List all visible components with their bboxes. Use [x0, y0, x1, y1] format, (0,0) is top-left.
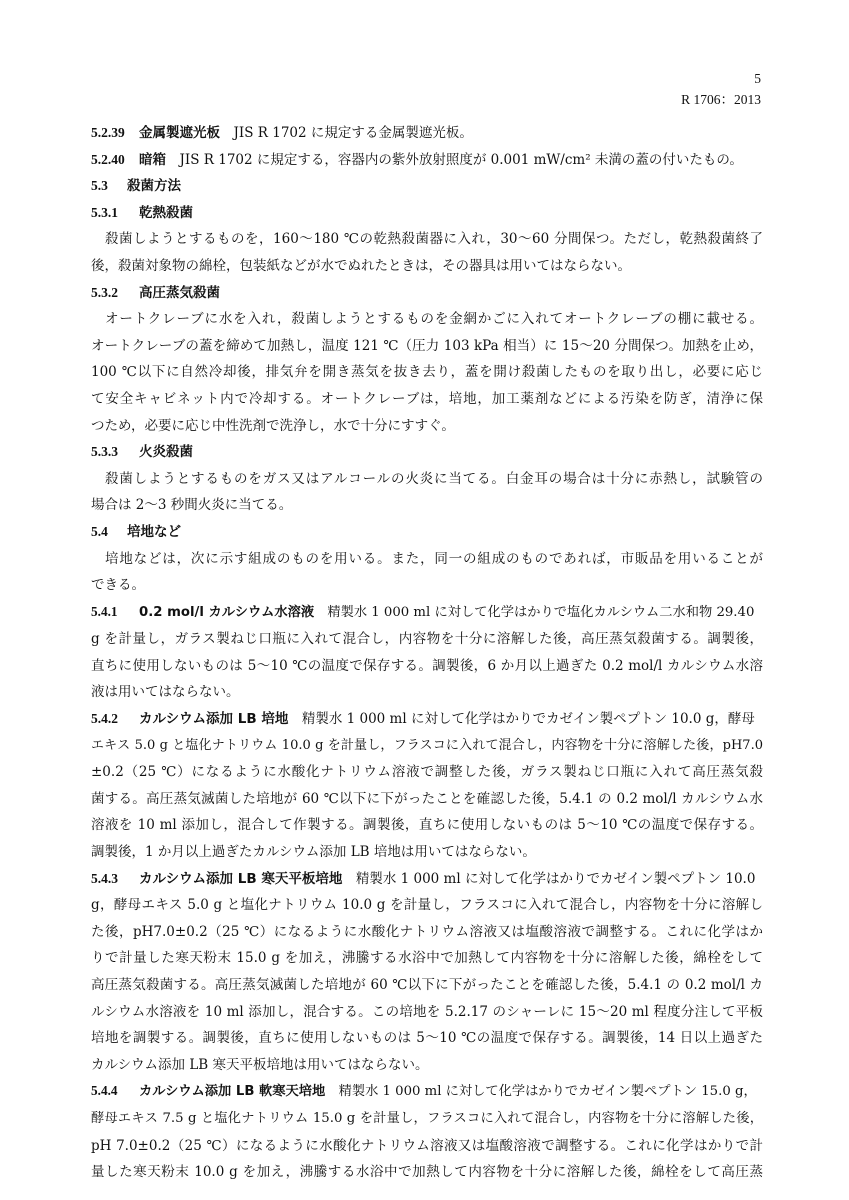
body-line: 溶液を 10 ml 添加し，混合して作製する。調製後，直ちに使用しないものは 5～10 ℃の温度で保存する。 [91, 817, 763, 834]
clause-5-3-3 [91, 439, 763, 466]
clause-5-2-39 [91, 120, 763, 147]
clause-text: 精製水 1 000 ml に対して化学はかりでカゼイン製ペプトン 15.0 g， [325, 1084, 757, 1100]
clause-number: 5.4.3 [91, 870, 118, 886]
body-line: 直ちに使用しないものは 5～10 ℃の温度で保存する。調製後，6 か月以上過ぎた 0.2 mol/l カルシウム水溶 [91, 657, 763, 674]
clause-5-2-40 [91, 147, 763, 174]
body-line: カルシウム添加 LB 寒天平板培地は用いてはならない。 [91, 1056, 429, 1073]
clause-5-4-1 [91, 599, 763, 627]
body-line: 後，殺菌対象物の綿栓，包装紙などが水でぬれたときは，その器具は用いてはならない。 [91, 257, 631, 274]
clause-number: 5.2.40 [91, 151, 125, 167]
clause-title: 0.2 mol/l カルシウム水溶液 [139, 604, 315, 620]
clause-title: 乾熱殺菌 [139, 204, 193, 221]
clause-number: 5.4.1 [91, 603, 118, 619]
clause-5-4-4 [91, 1078, 763, 1106]
body-line: エキス 5.0 g と塩化ナトリウム 10.0 g を計量し，フラスコに入れて混合し，内容物を十分に溶解した後，pH7.0 [91, 737, 763, 753]
body-line: pH 7.0±0.2（25 ℃）になるように水酸化ナトリウム溶液又は塩酸溶液で調整する。これに化学はかりで計 [91, 1137, 763, 1154]
page-number: 5 [754, 71, 761, 86]
body-line: 100 ℃以下に自然冷却後，排気弁を開き蒸気を抜き去り，蓋を開け殺菌したものを取り出し，必要に応じ [91, 364, 763, 381]
section-title: 培地など [127, 523, 181, 540]
section-number: 5.4 [91, 523, 108, 539]
body-line: 培地などは，次に示す組成のものを用いる。また，同一の組成のものであれば，市販品を用いることが [105, 550, 763, 567]
clause-number: 5.4.2 [91, 711, 118, 727]
body-line: g，酵母エキス 5.0 g と塩化ナトリウム 10.0 g を計量し，フラスコに入れて混合し，内容物を十分に溶解し [91, 897, 763, 914]
clause-title: 高圧蒸気殺菌 [139, 284, 220, 301]
document-body [91, 120, 763, 1186]
clause-number: 5.2.39 [91, 125, 125, 140]
clause-title: 火炎殺菌 [139, 444, 193, 461]
body-line: 高圧蒸気殺菌する。高圧蒸気滅菌した培地が 60 ℃以下に下がったことを確認した後，5.4.1 の 0.2 mol/l カ [91, 977, 763, 993]
body-line: 殺菌しようとするものを，160～180 ℃の乾熱殺菌器に入れ，30～60 分間保つ。ただし，乾熱殺菌終了 [105, 231, 763, 248]
body-line: 酵母エキス 7.5 g と塩化ナトリウム 15.0 g を計量し，フラスコに入れて混合し，内容物を十分に溶解した後， [91, 1110, 763, 1126]
body-line: ルシウム水溶液を 10 ml 添加し，混合する。この培地を 5.2.17 のシャーレに 15～20 ml 程度分注して平板 [91, 1003, 763, 1020]
standard-number: R 1706：2013 [681, 92, 761, 107]
body-line: つため，必要に応じ中性洗剤で洗浄し，水で十分にすすぐ。 [91, 417, 455, 434]
body-line: オートクレーブの蓋を締めて加熱し，温度 121 ℃（圧力 103 kPa 相当）に 15～20 分間保つ。加熱を止め， [91, 337, 763, 354]
clause-5-3-1 [91, 200, 763, 227]
body-line: 菌する。高圧蒸気滅菌した培地が 60 ℃以下に下がったことを確認した後，5.4.1 の 0.2 mol/l カルシウム水 [91, 790, 763, 807]
body-line: て安全キャビネット内で冷却する。オートクレーブは，培地，加工薬剤などによる汚染を防ぎ，清浄に保 [91, 390, 763, 407]
clause-title: カルシウム添加 LB 軟寒天培地 [139, 1084, 326, 1100]
section-5-4 [91, 519, 763, 546]
body-line: 液は用いてはならない。 [91, 684, 240, 701]
clause-title: カルシウム添加 LB 寒天平板培地 [139, 870, 343, 887]
body-line: 殺菌しようとするものをガス又はアルコールの火炎に当てる。白金耳の場合は十分に赤熱し，試験管の [105, 470, 763, 487]
body-line: ±0.2（25 ℃）になるように水酸化ナトリウム溶液で調整した後，ガラス製ねじ口瓶に入れて高圧蒸気殺 [91, 764, 763, 781]
body-line: できる。 [91, 577, 145, 594]
body-line: りで計量した寒天粉末 15.0 g を加え，沸騰する水浴中で加熱して内容物を十分に溶解した後，綿栓をして [91, 950, 763, 967]
clause-number: 5.3.1 [91, 204, 118, 220]
clause-title: 金属製遮光板 [139, 125, 220, 141]
section-5-3 [91, 173, 763, 200]
section-title: 殺菌方法 [127, 178, 181, 195]
clause-text: 精製水 1 000 ml に対して化学はかりで塩化カルシウム二水和物 29.40 [314, 604, 755, 620]
body-line: た後，pH7.0±0.2（25 ℃）になるように水酸化ナトリウム溶液又は塩酸溶液で調整する。これに化学はか [91, 923, 763, 940]
body-line: 量した寒天粉末 10.0 g を加え，沸騰する水浴中で加熱して内容物を十分に溶解した後，綿栓をして高圧蒸 [91, 1164, 763, 1181]
section-number: 5.3 [91, 178, 108, 194]
body-line: g を計量し，ガラス製ねじ口瓶に入れて混合し，内容物を十分に溶解した後，高圧蒸気殺菌する。調製後， [91, 631, 763, 648]
clause-text: 精製水 1 000 ml に対して化学はかりでカゼイン製ペプトン 10.0 [342, 870, 756, 887]
body-line: オートクレーブに水を入れ，殺菌しようとするものを金網かごに入れてオートクレーブの棚に載せる。 [105, 311, 763, 328]
clause-title: 暗箱 [139, 151, 166, 168]
body-line: 場合は 2～3 秒間火炎に当てる。 [91, 497, 293, 514]
clause-5-3-2 [91, 280, 763, 307]
clause-number: 5.3.3 [91, 444, 118, 460]
clause-text: JIS R 1702 に規定する，容器内の紫外放射照度が 0.001 mW/cm² 未満の蓋の付いたもの。 [166, 151, 743, 168]
clause-number: 5.3.2 [91, 284, 118, 300]
clause-title: カルシウム添加 LB 培地 [139, 711, 289, 728]
body-line: 調製後，1 か月以上過ぎたカルシウム添加 LB 培地は用いてはならない。 [91, 844, 536, 861]
clause-text: 精製水 1 000 ml に対して化学はかりでカゼイン製ペプトン 10.0 g，酵母 [288, 711, 755, 728]
clause-text: JIS R 1702 に規定する金属製遮光板。 [220, 125, 473, 141]
clause-5-4-2 [91, 706, 763, 733]
body-line: 培地を調製する。調製後，直ちに使用しないものは 5～10 ℃の温度で保存する。調製後，14 日以上過ぎた [91, 1030, 763, 1047]
clause-number: 5.4.4 [91, 1083, 118, 1099]
clause-5-4-3 [91, 866, 763, 893]
